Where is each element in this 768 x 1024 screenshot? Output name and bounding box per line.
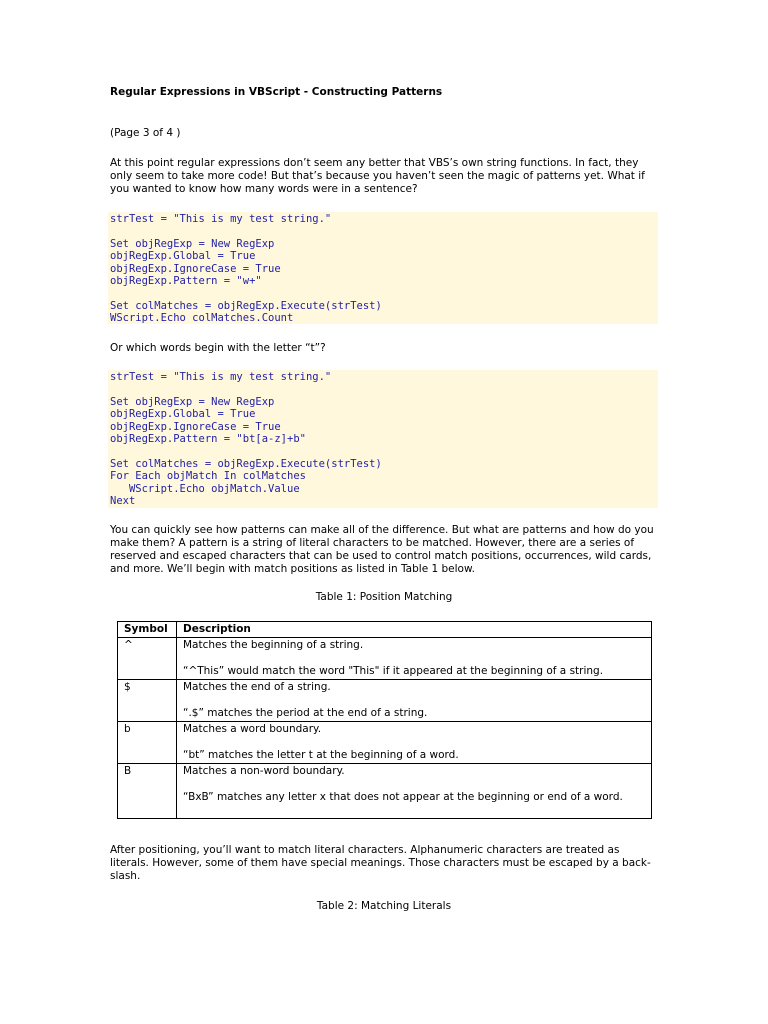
table-row (118, 680, 652, 722)
description-cell (177, 638, 652, 680)
symbol-cell: B (118, 764, 177, 819)
symbol-cell: $ (118, 680, 177, 722)
description-text: Matches the beginning of a string. (183, 639, 364, 651)
code-line: Set objRegExp = New RegExp (110, 395, 275, 408)
code-line: objRegExp.Pattern = "w+" (110, 274, 262, 287)
description-text: Matches the end of a string. (183, 681, 331, 693)
paragraph-literals: After positioning, you’ll want to match literal characters. Alphanumeric characters are treated as literals. However, some of them have special meanings. Those characters must be escaped by a back-slash. (110, 844, 651, 882)
table1-caption: Table 1: Position Matching (315, 591, 453, 603)
code-line (110, 287, 658, 299)
code-line: strTest = "This is my test string." (110, 371, 332, 383)
position-matching-table (117, 621, 652, 819)
column-header-symbol: Symbol (118, 622, 177, 638)
column-header-description: Description (177, 622, 652, 638)
code-line: Set colMatches = objRegExp.Execute(strTest) (110, 299, 382, 312)
code-line: For Each objMatch In colMatches (110, 470, 306, 483)
code-line (110, 225, 658, 237)
code-line: Set colMatches = objRegExp.Execute(strTest) (110, 457, 382, 470)
table2-caption: Table 2: Matching Literals (316, 900, 452, 912)
table-row (118, 638, 652, 680)
description-cell (177, 680, 652, 722)
paragraph-question: Or which words begin with the letter “t”? (110, 342, 326, 354)
description-cell (177, 722, 652, 764)
paragraph-patterns: You can quickly see how patterns can make all of the difference. But what are patterns and how do you make them? A pattern is a string of literal characters to be matched. However, there are a series of reserved and escaped characters that can be used to control match positions, occurrences, wild cards, and more. We’ll begin with match positions as listed in Table 1 below. (110, 524, 654, 575)
code-block-word-count (108, 212, 658, 324)
code-line: Next (110, 494, 136, 507)
description-text: Matches a word boundary. (183, 723, 322, 735)
table-row (118, 764, 652, 819)
example-text: “^This” would match the word "This" if it appeared at the beginning of a string. (183, 665, 604, 677)
symbol-cell: ^ (118, 638, 177, 680)
code-line (110, 383, 658, 395)
code-line: objRegExp.IgnoreCase = True (110, 262, 281, 275)
code-line: WScript.Echo colMatches.Count (110, 312, 294, 325)
page-title: Regular Expressions in VBScript - Constructing Patterns (110, 86, 443, 98)
code-block-t-words (108, 370, 658, 508)
example-text: “bt” matches the letter t at the beginning of a word. (183, 749, 459, 761)
example-text: “BxB” matches any letter x that does not appear at the beginning or end of a word. (183, 791, 623, 803)
symbol-cell: b (118, 722, 177, 764)
description-text: Matches a non-word boundary. (183, 765, 345, 777)
code-line: objRegExp.IgnoreCase = True (110, 420, 281, 433)
code-line: objRegExp.Global = True (110, 408, 256, 421)
code-line (110, 445, 658, 457)
table-row (118, 722, 652, 764)
code-line: objRegExp.Global = True (110, 250, 256, 263)
code-line: Set objRegExp = New RegExp (110, 237, 275, 250)
page-indicator: (Page 3 of 4 ) (110, 127, 181, 139)
table-header-row (118, 622, 652, 638)
example-text: “.$” matches the period at the end of a string. (183, 707, 428, 719)
description-cell (177, 764, 652, 819)
code-line: strTest = "This is my test string." (110, 213, 332, 225)
code-line: objRegExp.Pattern = "bt[a-z]+b" (110, 432, 306, 445)
paragraph-intro: At this point regular expressions don’t seem any better that VBS’s own string functions. In fact, they only seem to take more code! But that’s because you haven’t seen the magic of patterns yet. What if you wanted to know how many words were in a sentence? (110, 157, 645, 195)
code-line: WScript.Echo objMatch.Value (110, 482, 300, 495)
